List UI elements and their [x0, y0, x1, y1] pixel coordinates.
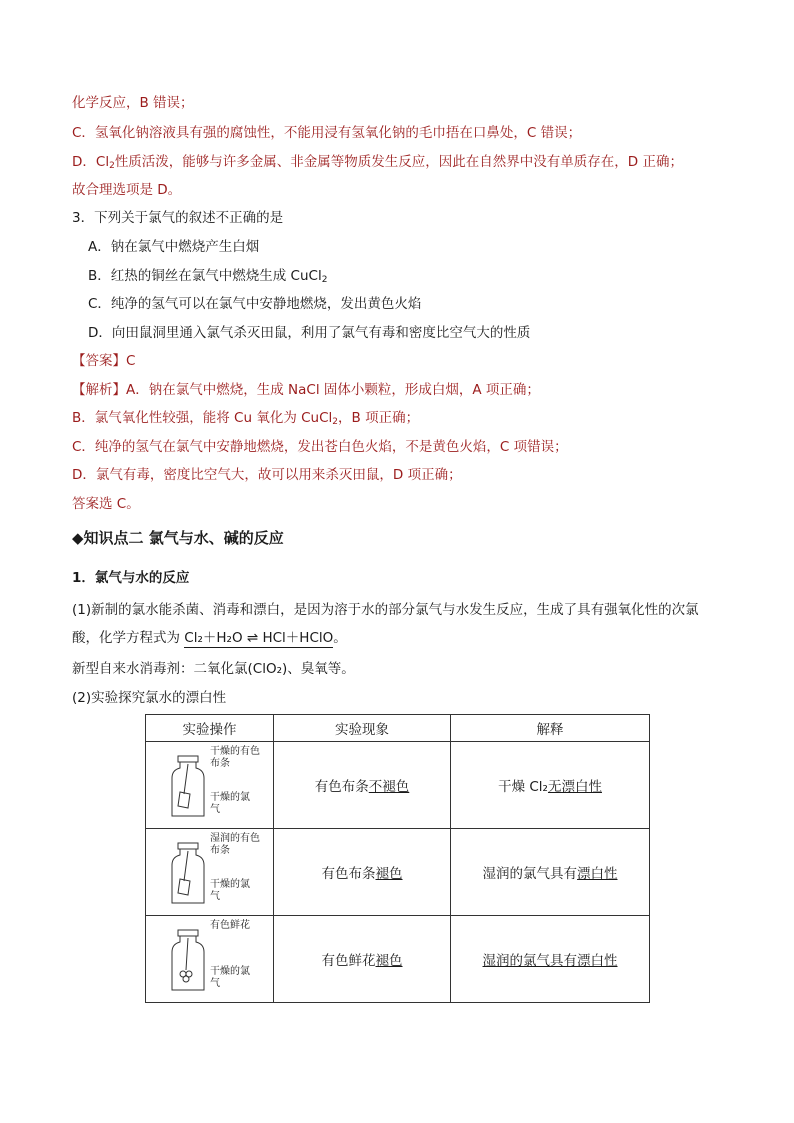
subsection-title: 1．氯气与水的反应: [72, 570, 190, 586]
table-header: 实验现象: [274, 715, 451, 742]
analysis-conclusion: 答案选 C。: [72, 496, 140, 512]
gas-jar-flower-icon: [168, 928, 208, 994]
question-stem: 3．下列关于氯气的叙述不正确的是: [72, 210, 284, 226]
explanation-cell: 湿润的氯气具有漂白性: [451, 829, 650, 916]
analysis-line: D．氯气有毒，密度比空气大，故可以用来杀灭田鼠，D 项正确；: [72, 467, 462, 483]
chemical-equation: Cl₂＋H₂O ⇌ HCl＋HClO: [184, 630, 334, 646]
phenomenon-cell: 有色布条褪色: [274, 829, 451, 916]
apparatus-cell: [146, 829, 274, 916]
text-line: C．氢氧化钠溶液具有强的腐蚀性，不能用浸有氢氧化钠的毛巾捂在口鼻处，C 错误；: [72, 125, 582, 141]
apparatus-cell: [146, 916, 274, 1003]
option-b: B．红热的铜丝在氯气中燃烧生成 CuCl$_2$: [88, 268, 328, 285]
table-row: [146, 829, 650, 916]
answer-line: [72, 351, 135, 371]
analysis-line: 【解析】A．钠在氯气中燃烧，生成 NaCl 固体小颗粒，形成白烟，A 项正确；: [72, 382, 540, 398]
apparatus-cell: [146, 742, 274, 829]
answer-value: C: [126, 353, 136, 369]
table-header: 解释: [451, 715, 650, 742]
table-header-row: [146, 715, 650, 742]
table-row: [146, 916, 650, 1003]
apparatus-label: 干燥的有色布条: [210, 746, 260, 769]
text-line: D．$Cl_2$性质活泼，能够与许多金属、非金属等物质发生反应，因此在自然界中没有单质存在，D 正确；: [72, 154, 683, 171]
table-header: 实验操作: [146, 715, 274, 742]
explanation-cell: 湿润的氯气具有漂白性: [451, 916, 650, 1003]
option-d: D．向田鼠洞里通入氯气杀灭田鼠，利用了氯气有毒和密度比空气大的性质: [88, 325, 531, 341]
experiment-table: [145, 714, 650, 1003]
analysis-line: C．纯净的氢气在氯气中安静地燃烧，发出苍白色火焰，不是黄色火焰，C 项错误；: [72, 439, 568, 455]
analysis-label: 【解析】: [72, 382, 126, 398]
section-title: ◆知识点二 氯气与水、碱的反应: [72, 529, 284, 547]
paragraph: 酸，化学方程式为 Cl₂＋H₂O ⇌ HCl＋HClO。: [72, 630, 347, 646]
table-row: [146, 742, 650, 829]
gas-jar-strip-icon: [168, 754, 208, 820]
apparatus-label: 湿润的有色布条: [210, 833, 260, 856]
explanation-cell: 干燥 Cl₂无漂白性: [451, 742, 650, 829]
text-line: 化学反应，B 错误；: [72, 95, 194, 111]
apparatus-label: 干燥的氯气: [210, 879, 250, 902]
phenomenon-cell: 有色布条不褪色: [274, 742, 451, 829]
paragraph: (2)实验探究氯水的漂白性: [72, 690, 227, 706]
paragraph: 新型自来水消毒剂：二氧化氯(ClO₂)、臭氧等。: [72, 661, 355, 677]
apparatus-label: 有色鲜花: [210, 920, 250, 931]
text-line: 故合理选项是 D。: [72, 182, 182, 198]
apparatus-label: 干燥的氯气: [210, 966, 250, 989]
paragraph: (1)新制的氯水能杀菌、消毒和漂白，是因为溶于水的部分氯气与水发生反应，生成了具有强氧化性的次氯: [72, 602, 699, 618]
apparatus-label: 干燥的氯气: [210, 792, 250, 815]
answer-label: 【答案】: [72, 353, 126, 369]
option-a: A．钠在氯气中燃烧产生白烟: [88, 239, 260, 255]
option-c: C．纯净的氢气可以在氯气中安静地燃烧，发出黄色火焰: [88, 296, 422, 312]
analysis-line: B．氯气氧化性较强，能将 Cu 氧化为 CuCl$_2$，B 项正确；: [72, 410, 420, 427]
gas-jar-strip-icon: [168, 841, 208, 907]
phenomenon-cell: 有色鲜花褪色: [274, 916, 451, 1003]
